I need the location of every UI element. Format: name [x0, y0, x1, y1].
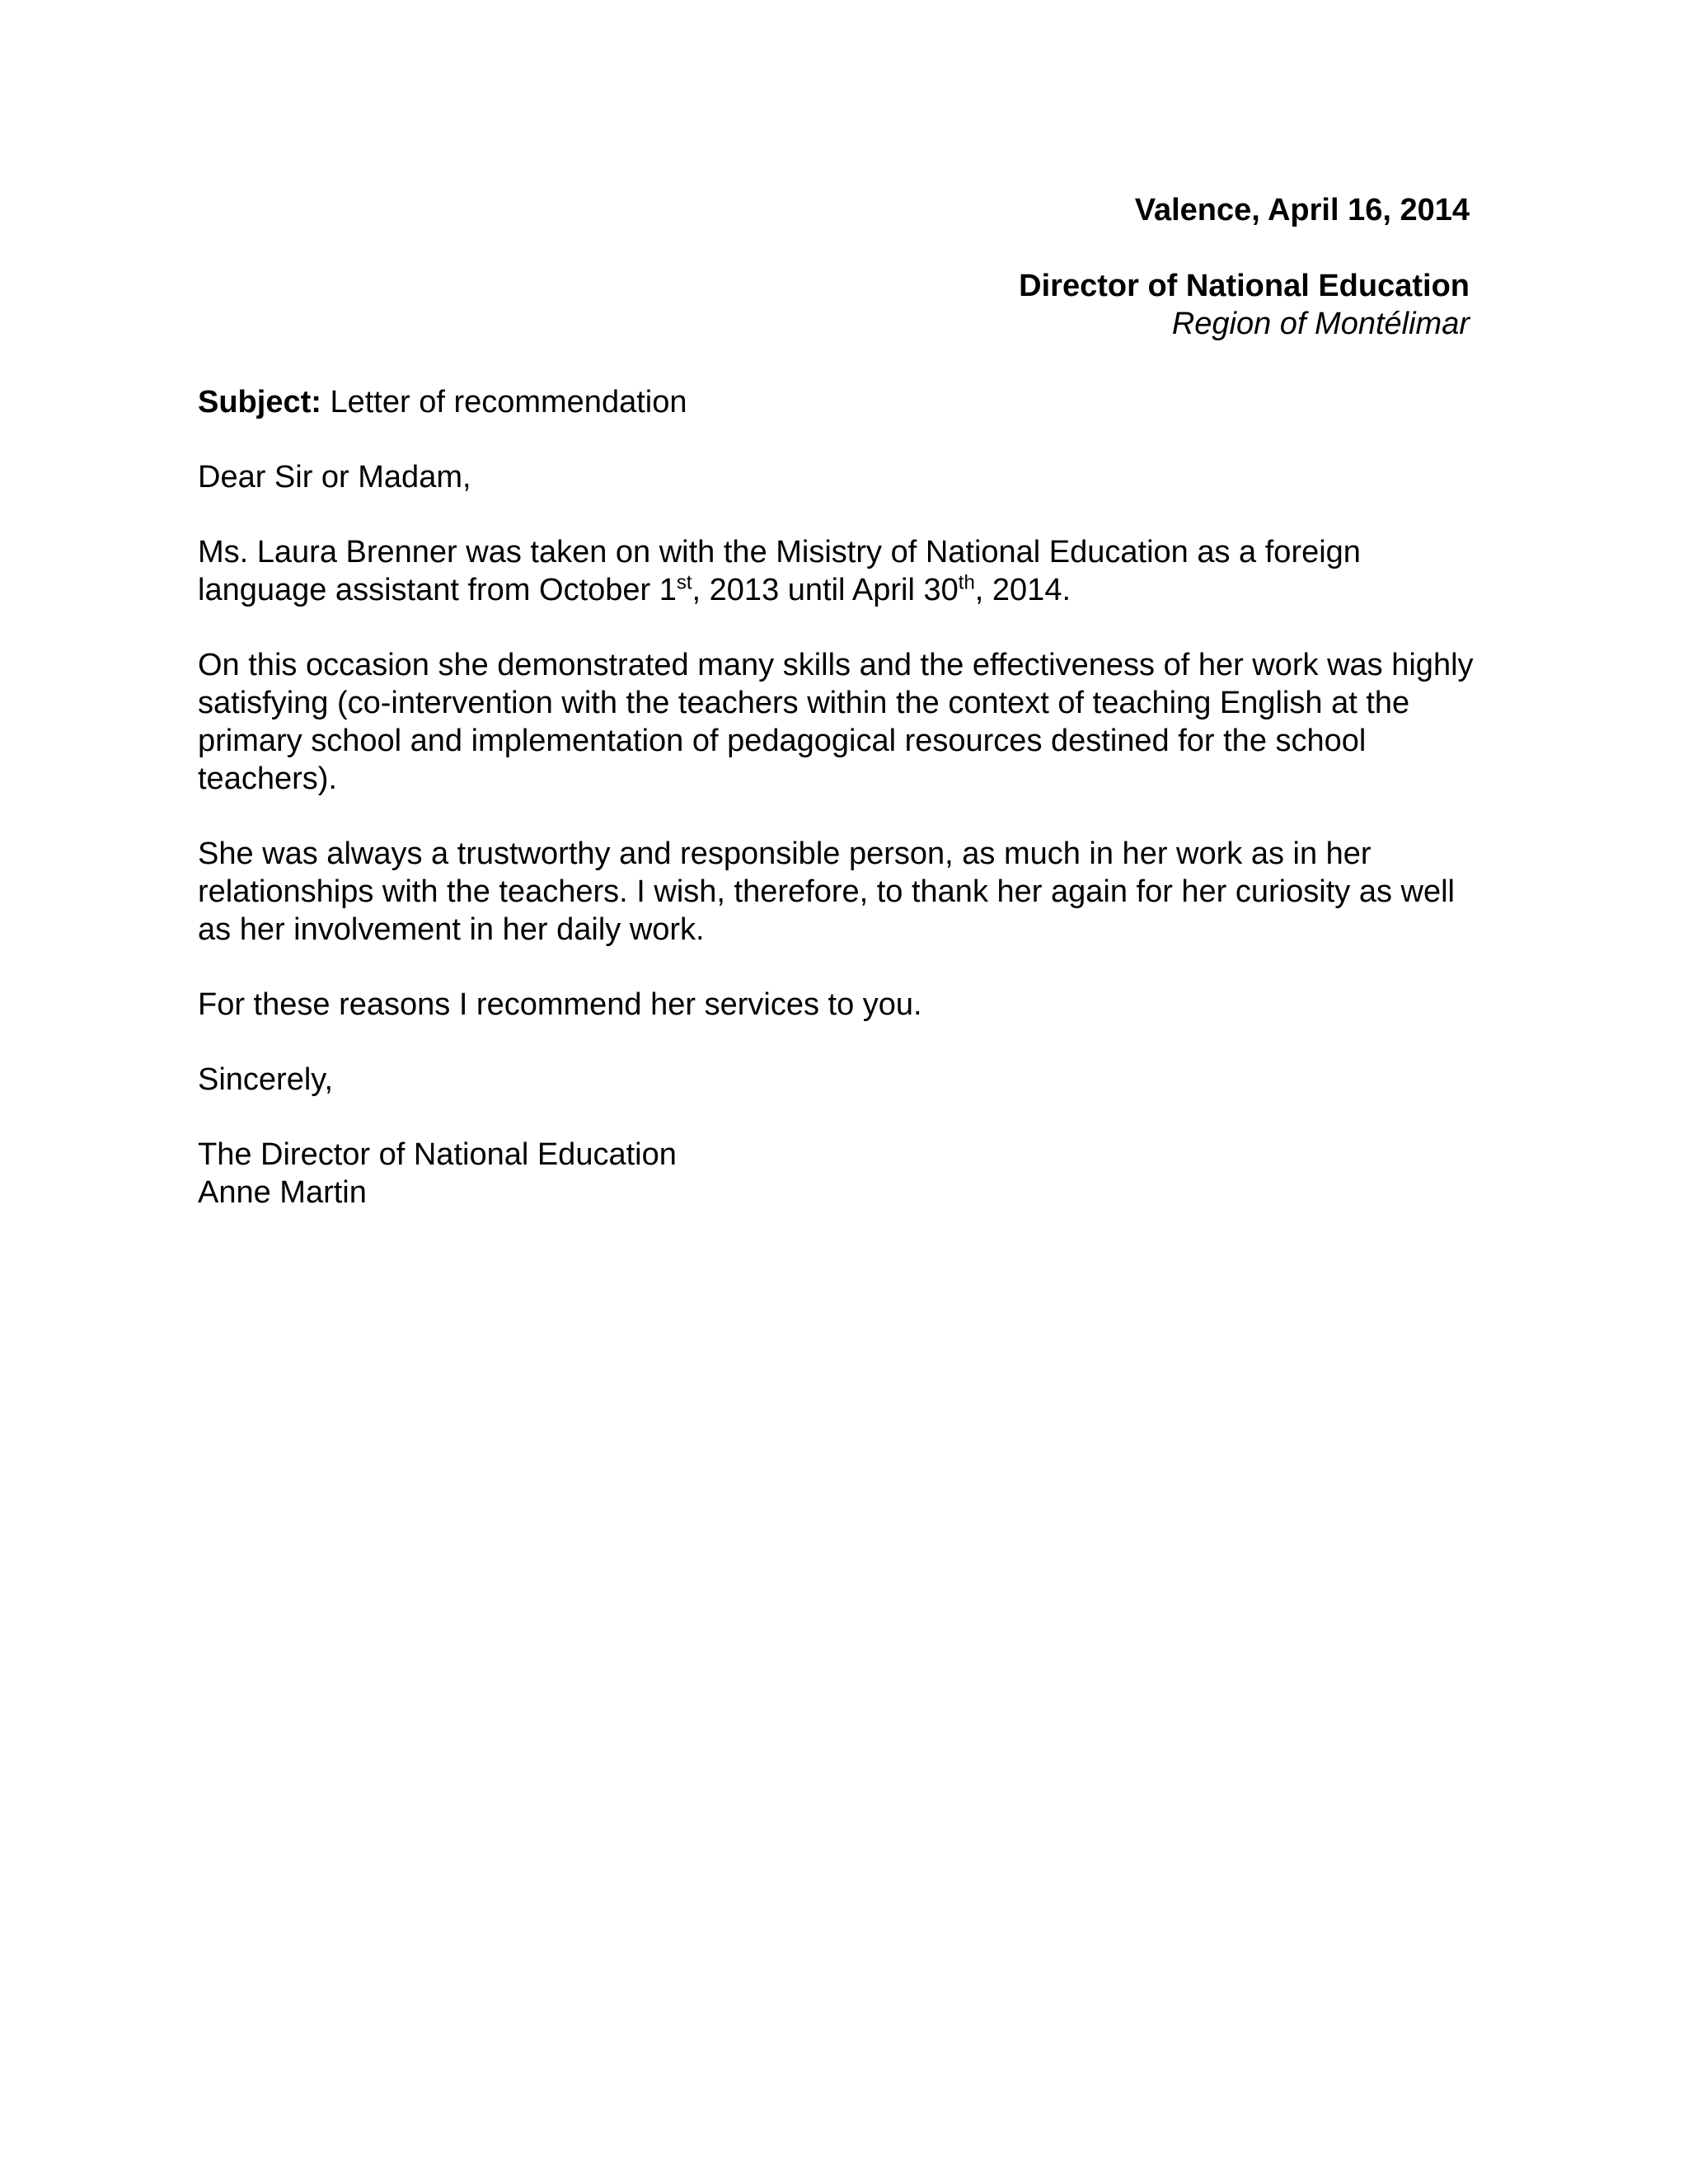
paragraph-employment-part2: , 2013 until April 30: [692, 573, 959, 607]
subject-text: Letter of recommendation: [330, 385, 687, 419]
signature-name: Anne Martin: [198, 1175, 367, 1210]
paragraph-character: She was always a trustworthy and responsible person, as much in her work as in her relationships with the teachers. I wish, therefore, to thank her again for her curiosity as well as her involvement in her daily work.: [198, 837, 1455, 947]
signature-block: [198, 1136, 1484, 1212]
ordinal-suffix-st: st: [676, 571, 692, 594]
recipient-title: Director of National Education: [1019, 269, 1470, 303]
letter-header: [1019, 191, 1470, 343]
paragraph-recommendation: For these reasons I recommend her services to you.: [198, 987, 922, 1022]
letter-date: Valence, April 16, 2014: [1134, 193, 1470, 227]
paragraph-employment: [198, 533, 1484, 609]
subject-label: Subject:: [198, 385, 321, 419]
letter-body: [198, 383, 1484, 1212]
closing: Sincerely,: [198, 1062, 334, 1097]
salutation: Dear Sir or Madam,: [198, 460, 471, 494]
signature-title: The Director of National Education: [198, 1137, 677, 1172]
paragraph-skills: On this occasion she demonstrated many skills and the effectiveness of her work was highly satisfying (co-intervention with the teachers within the context of teaching English at the primary school and implementation of pedagogical resources destined for the school teachers).: [198, 648, 1474, 796]
paragraph-employment-part1: Ms. Laura Brenner was taken on with the Misistry of National Education as a foreign language assistant from October 1: [198, 535, 1361, 607]
subject-line: [198, 383, 1484, 421]
paragraph-employment-part3: , 2014.: [974, 573, 1071, 607]
ordinal-suffix-th: th: [958, 571, 975, 594]
recipient-region: Region of Montélimar: [1171, 307, 1470, 341]
